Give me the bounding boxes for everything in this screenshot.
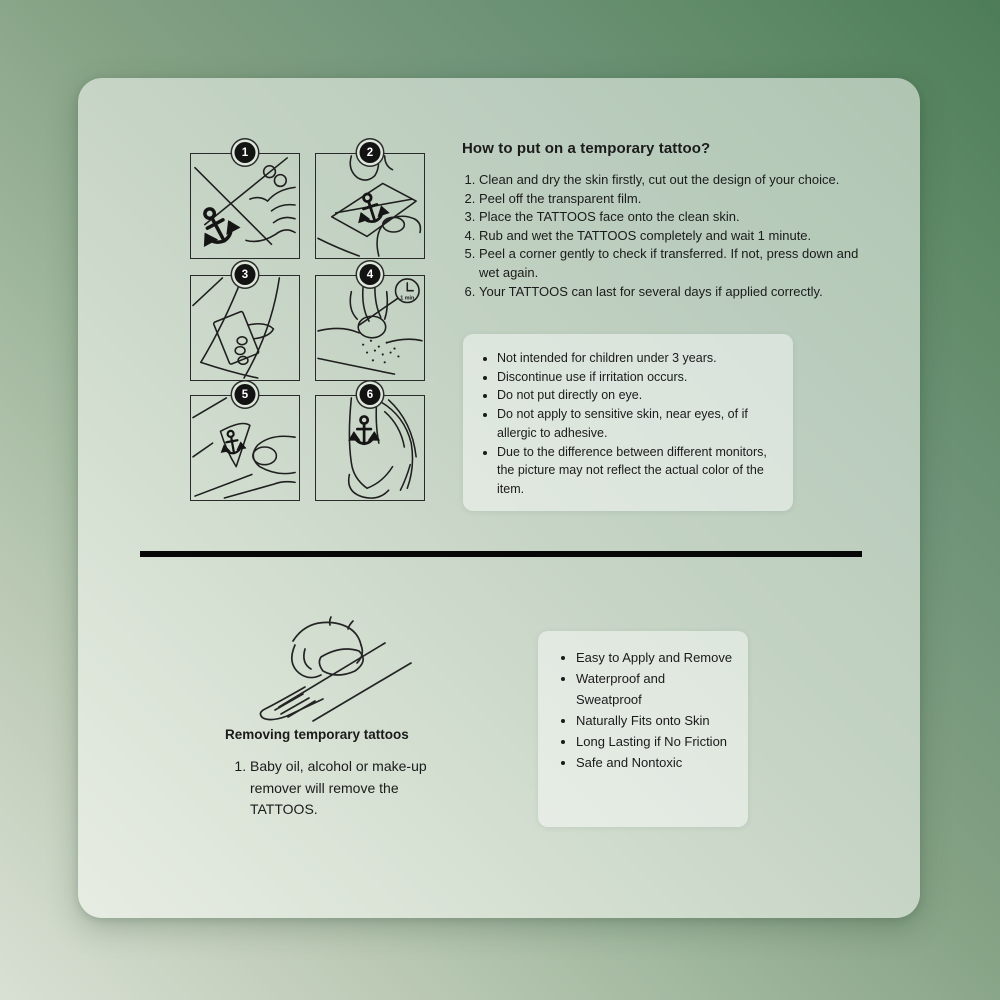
apply-step: 2. Peel off the transparent film. <box>479 190 860 209</box>
step-panel-6 <box>315 388 425 501</box>
apply-step: 1. Clean and dry the skin firstly, cut out the design of your choice. <box>479 171 860 190</box>
removal-step: 1. Baby oil, alcohol or make-up remover will remove the TATTOOS. <box>250 756 444 821</box>
peeling-transparent-film-icon <box>316 154 424 258</box>
step-4-number-badge: 4 <box>360 264 381 285</box>
removal-title: Removing temporary tattoos <box>225 727 409 742</box>
warning-list <box>475 349 777 499</box>
rubbing-wet-tattoo-icon <box>316 276 424 380</box>
feature-item: • Safe and Nontoxic <box>576 752 734 773</box>
placing-tattoo-on-skin-icon <box>191 276 299 380</box>
warning-item: • Due to the difference between different monitors, the picture may not reflect the actual color of the item. <box>497 443 777 499</box>
warning-item: • Discontinue use if irritation occurs. <box>497 368 777 387</box>
warning-box <box>463 334 793 511</box>
step-1-number-badge: 1 <box>235 142 256 163</box>
warning-item: • Not intended for children under 3 years. <box>497 349 777 368</box>
apply-step: 3. Place the TATTOOS face onto the clean skin. <box>479 208 860 227</box>
peeling-corner-check-icon <box>191 396 299 500</box>
feature-item: • Naturally Fits onto Skin <box>576 710 734 731</box>
apply-step: 5. Peel a corner gently to check if transferred. If not, press down and wet again. <box>479 245 860 282</box>
warning-item: • Do not put directly on eye. <box>497 386 777 405</box>
instruction-card <box>78 78 920 918</box>
feature-item: • Long Lasting if No Friction <box>576 731 734 752</box>
removal-steps-list <box>230 756 444 821</box>
step-panel-3 <box>190 268 300 381</box>
step-2-number-badge: 2 <box>360 142 381 163</box>
hand-wiping-skin-icon <box>235 615 415 725</box>
divider-line <box>140 551 862 557</box>
feature-item: • Easy to Apply and Remove <box>576 647 734 668</box>
step-panel-5 <box>190 388 300 501</box>
step-panel-1 <box>190 146 300 259</box>
step-panel-2 <box>315 146 425 259</box>
features-list <box>546 647 734 773</box>
finished-anchor-tattoo-on-arm-icon <box>316 396 424 500</box>
feature-item: • Waterproof and Sweatproof <box>576 668 734 710</box>
step-5-number-badge: 5 <box>235 384 256 405</box>
step-3-number-badge: 3 <box>235 264 256 285</box>
one-minute-clock-icon <box>359 279 419 325</box>
features-box <box>538 631 748 827</box>
scissors-cutting-anchor-design-icon <box>191 154 299 258</box>
apply-step: 6. Your TATTOOS can last for several days if applied correctly. <box>479 283 860 302</box>
howto-title: How to put on a temporary tattoo? <box>462 140 711 157</box>
apply-steps-list <box>462 171 860 301</box>
step-panel-4 <box>315 268 425 381</box>
clock-label: 1 min <box>400 295 415 302</box>
step-6-number-badge: 6 <box>360 384 381 405</box>
apply-step: 4. Rub and wet the TATTOOS completely and wait 1 minute. <box>479 227 860 246</box>
warning-item: • Do not apply to sensitive skin, near eyes, of if allergic to adhesive. <box>497 405 777 442</box>
